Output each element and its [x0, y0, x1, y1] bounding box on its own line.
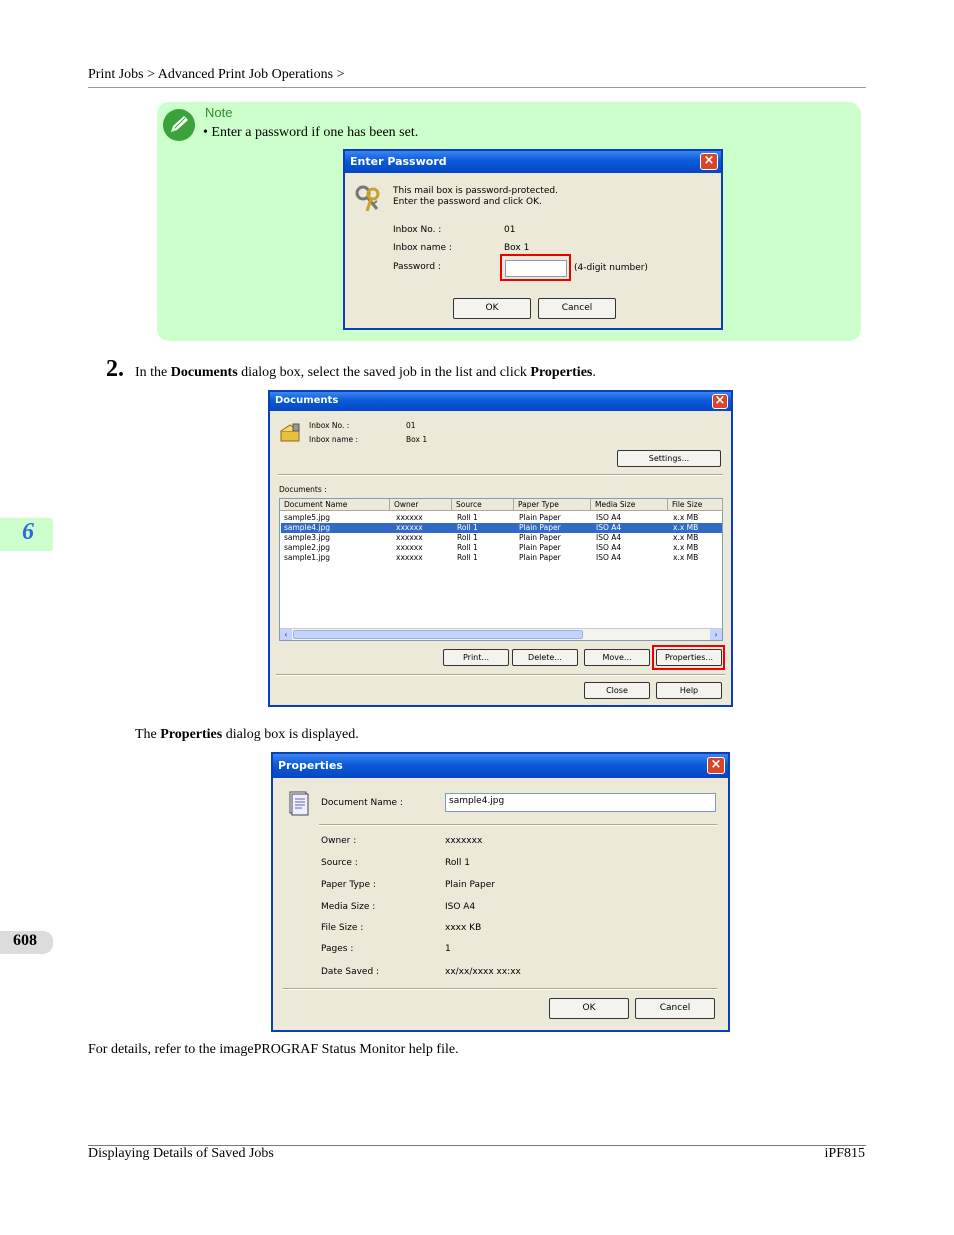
note-body: Enter a password if one has been set. — [211, 125, 419, 140]
caption-prefix: The — [135, 727, 161, 742]
ok-button[interactable]: OK — [549, 998, 629, 1019]
column-header[interactable]: Media Size — [591, 499, 668, 511]
step-text-mid: dialog box, select the saved job in the list and click — [237, 365, 531, 380]
cancel-button[interactable]: Cancel — [538, 298, 616, 319]
date-saved-label: Date Saved : — [321, 967, 380, 977]
print-button[interactable]: Print... — [443, 649, 509, 666]
file-size-label: File Size : — [321, 923, 364, 933]
table-cell: xxxxxx — [396, 523, 423, 532]
table-cell: sample2.jpg — [284, 543, 331, 552]
step-text-prefix: In the — [135, 365, 171, 380]
table-cell: x.x MB — [673, 523, 699, 532]
table-row[interactable] — [281, 533, 722, 543]
step-text-properties: Properties — [530, 365, 593, 380]
column-header[interactable]: Owner — [390, 499, 452, 511]
inbox-no-value: 01 — [504, 225, 516, 235]
date-saved-value: xx/xx/xxxx xx:xx — [445, 967, 521, 977]
step-text-documents: Documents — [170, 365, 238, 380]
table-cell: Plain Paper — [519, 523, 561, 532]
table-row[interactable] — [281, 513, 722, 523]
inbox-no-value: 01 — [406, 421, 416, 430]
properties-button[interactable]: Properties... — [656, 649, 722, 666]
inbox-name-label: Inbox name : — [309, 435, 359, 444]
properties-caption — [135, 727, 359, 743]
password-message-1: This mail box is password-protected. — [393, 186, 558, 196]
documents-bottom-separator — [276, 674, 725, 676]
step-number: 2. — [106, 356, 124, 382]
table-cell: Roll 1 — [457, 553, 478, 562]
close-button[interactable]: Close — [584, 682, 650, 699]
keys-icon — [353, 183, 385, 215]
scroll-thumb[interactable] — [293, 630, 583, 639]
password-label: Password : — [393, 262, 441, 272]
source-label: Source : — [321, 858, 358, 868]
file-size-value: xxxx KB — [445, 923, 482, 933]
paper-type-label: Paper Type : — [321, 880, 376, 890]
properties-titlebar — [273, 754, 728, 778]
table-cell: sample3.jpg — [284, 533, 331, 542]
table-cell: xxxxxx — [396, 543, 423, 552]
details-text: For details, refer to the imagePROGRAF Status Monitor help file. — [88, 1042, 459, 1057]
help-button[interactable]: Help — [656, 682, 722, 699]
table-cell: xxxxxx — [396, 513, 423, 522]
paper-type-value: Plain Paper — [445, 880, 495, 890]
enter-password-dialog — [343, 149, 723, 330]
documents-list[interactable] — [279, 498, 723, 641]
close-icon[interactable]: × — [707, 757, 725, 774]
inbox-name-value: Box 1 — [504, 243, 530, 253]
caption-suffix: dialog box is displayed. — [222, 727, 359, 742]
owner-label: Owner : — [321, 836, 357, 846]
table-row[interactable] — [281, 553, 722, 563]
breadcrumb: Print Jobs > Advanced Print Job Operations > — [88, 67, 345, 82]
documents-title: Documents — [275, 395, 339, 406]
footer-section-title: Displaying Details of Saved Jobs — [88, 1146, 274, 1161]
media-size-value: ISO A4 — [445, 902, 476, 912]
table-cell: ISO A4 — [596, 513, 622, 522]
properties-bottom-separator — [283, 988, 717, 990]
inbox-name-label: Inbox name : — [393, 243, 452, 253]
table-cell: ISO A4 — [596, 543, 622, 552]
ok-button[interactable]: OK — [453, 298, 531, 319]
table-cell: Roll 1 — [457, 513, 478, 522]
properties-highlight — [652, 645, 725, 670]
cancel-button[interactable]: Cancel — [635, 998, 715, 1019]
close-icon[interactable]: × — [712, 394, 728, 409]
column-header[interactable]: File Size — [668, 499, 723, 511]
table-cell: Roll 1 — [457, 543, 478, 552]
table-cell: ISO A4 — [596, 533, 622, 542]
document-name-label: Document Name : — [321, 798, 403, 808]
mailbox-icon — [279, 423, 303, 443]
documents-label: Documents : — [279, 485, 327, 494]
close-icon[interactable]: × — [700, 153, 718, 170]
source-value: Roll 1 — [445, 858, 470, 868]
step-text — [135, 365, 596, 381]
table-cell: sample5.jpg — [284, 513, 331, 522]
table-cell: Roll 1 — [457, 533, 478, 542]
table-cell: ISO A4 — [596, 523, 622, 532]
note-pencil-icon — [162, 108, 196, 142]
enter-password-title: Enter Password — [350, 155, 447, 168]
pages-value: 1 — [445, 944, 451, 954]
enter-password-titlebar — [345, 151, 721, 173]
note-bullet: • — [203, 125, 208, 140]
media-size-label: Media Size : — [321, 902, 376, 912]
properties-title: Properties — [278, 759, 343, 772]
table-cell: ISO A4 — [596, 553, 622, 562]
column-header[interactable]: Source — [452, 499, 514, 511]
properties-dialog — [271, 752, 730, 1032]
table-row-selected[interactable] — [281, 523, 722, 533]
scroll-right-icon[interactable]: › — [710, 629, 722, 640]
owner-value: xxxxxxx — [445, 836, 483, 846]
chapter-number: 6 — [22, 519, 34, 545]
password-message-2: Enter the password and click OK. — [393, 197, 542, 207]
table-cell: x.x MB — [673, 533, 699, 542]
step-text-suffix: . — [592, 365, 596, 380]
documents-titlebar — [270, 392, 731, 411]
document-name-input[interactable]: sample4.jpg — [445, 793, 716, 812]
inbox-no-label: Inbox No. : — [393, 225, 442, 235]
delete-button[interactable]: Delete... — [512, 649, 578, 666]
table-cell: x.x MB — [673, 513, 699, 522]
table-cell: sample1.jpg — [284, 553, 331, 562]
header-rule — [88, 87, 866, 88]
settings-button[interactable]: Settings... — [617, 450, 721, 467]
inbox-no-label: Inbox No. : — [309, 421, 350, 430]
properties-separator — [319, 824, 717, 826]
column-header[interactable]: Paper Type — [514, 499, 591, 511]
table-cell: sample4.jpg — [284, 523, 331, 532]
pages-label: Pages : — [321, 944, 354, 954]
table-cell: xxxxxx — [396, 553, 423, 562]
column-header[interactable]: Document Name — [280, 499, 390, 511]
move-button[interactable]: Move... — [584, 649, 650, 666]
document-icon — [288, 790, 310, 816]
documents-separator — [278, 474, 723, 476]
table-cell: Plain Paper — [519, 553, 561, 562]
documents-dialog — [268, 390, 733, 707]
table-row[interactable] — [281, 543, 722, 553]
password-highlight — [500, 254, 571, 281]
note-label: Note — [205, 105, 233, 120]
caption-bold: Properties — [160, 727, 223, 742]
table-cell: Plain Paper — [519, 513, 561, 522]
password-hint: (4-digit number) — [574, 263, 648, 273]
note-text — [203, 125, 418, 141]
inbox-name-value: Box 1 — [406, 435, 428, 444]
table-cell: Roll 1 — [457, 523, 478, 532]
table-cell: xxxxxx — [396, 533, 423, 542]
table-cell: Plain Paper — [519, 543, 561, 552]
table-cell: x.x MB — [673, 543, 699, 552]
table-cell: x.x MB — [673, 553, 699, 562]
scroll-left-icon[interactable]: ‹ — [280, 629, 292, 640]
table-cell: Plain Paper — [519, 533, 561, 542]
footer-model: iPF815 — [824, 1146, 865, 1161]
page-number: 608 — [13, 932, 37, 949]
horizontal-scrollbar[interactable] — [280, 628, 722, 640]
